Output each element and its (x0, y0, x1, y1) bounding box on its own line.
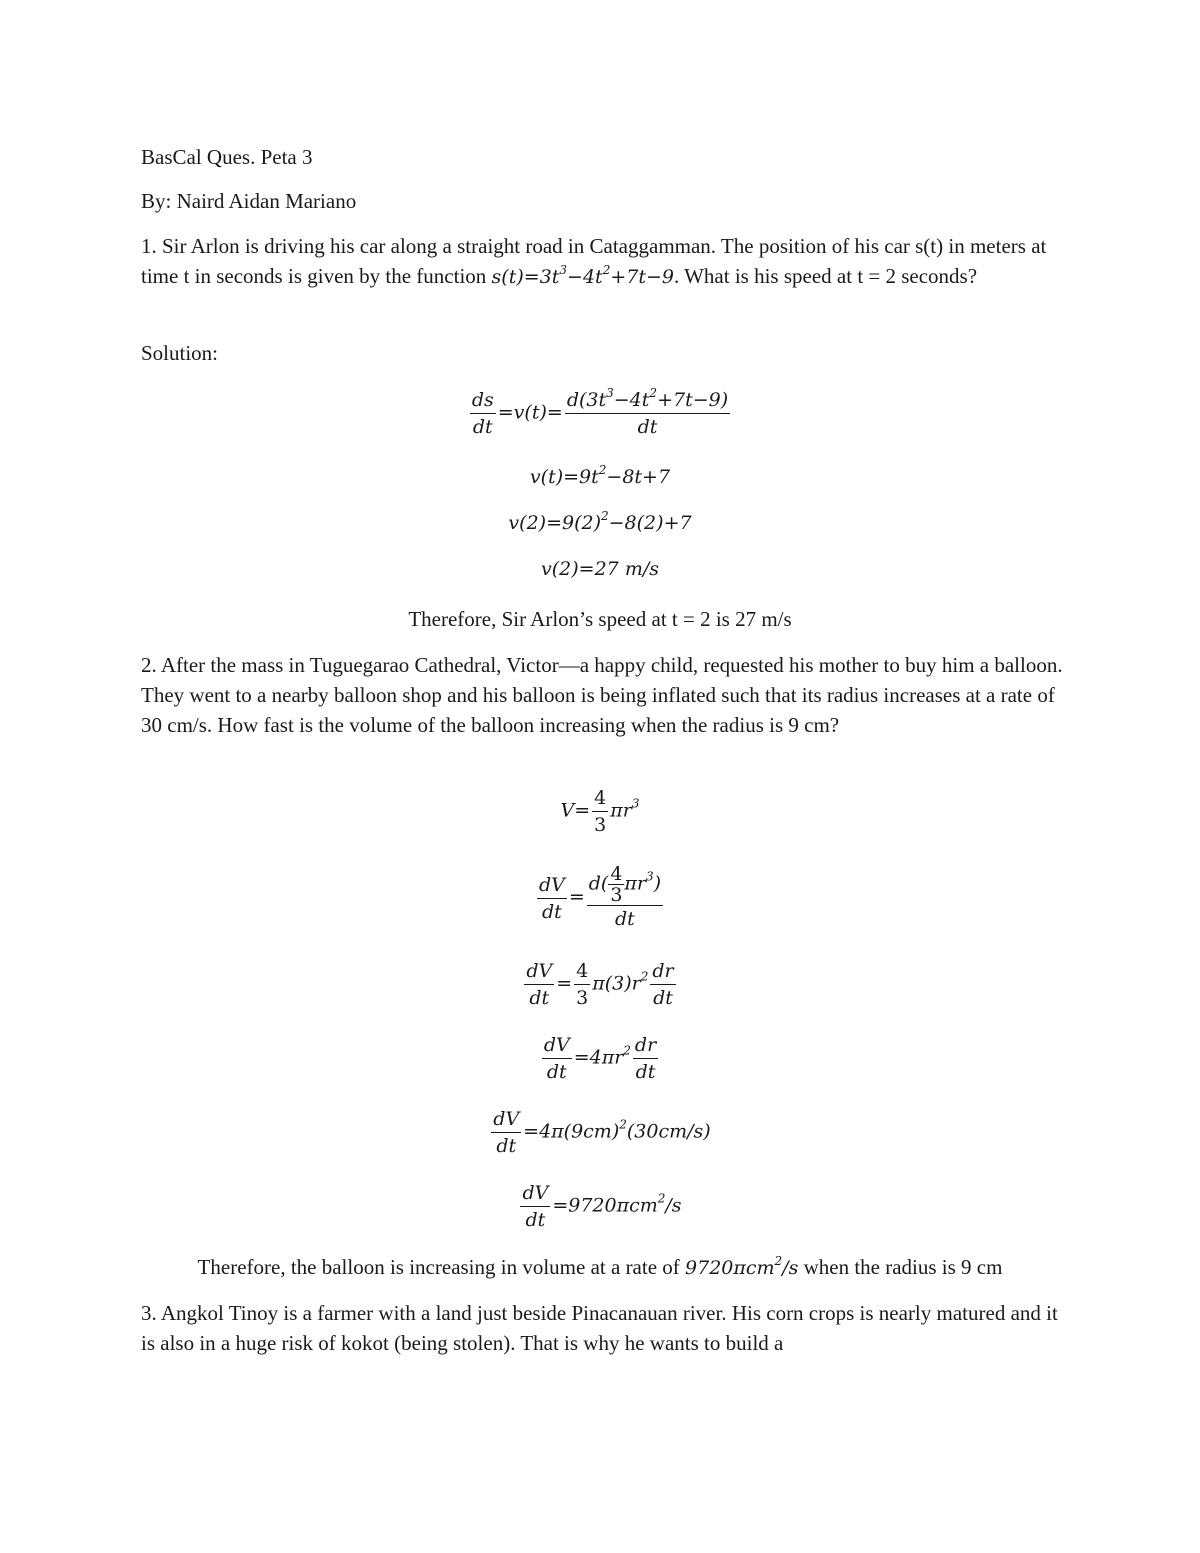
document-title: BasCal Ques. Peta 3 (141, 145, 313, 169)
equation-velocity-substituted: $v(2)=9(2)^2-8(2)+7$ (508, 509, 692, 534)
equation-velocity: $v(t)=9t^2-8t+7$ (529, 463, 671, 488)
question-2-conclusion: Therefore, the balloon is increasing in volume at a rate of 9720πcm$^2$/s when the radius is 9 cm (197, 1254, 1003, 1279)
equation-derivative-definition: $\frac{ds}{dt}$ =v(t)= $\frac{d(3t^3-4t^2+7t-9)}{dt}$ (471, 386, 729, 438)
equation-volume-derivative: $\frac{dV}{dt}$ = d( $\frac{4}{3}$ $\pi r^3$) dt (538, 863, 662, 930)
equation-sphere-volume: V= $\frac{4}{3}$ $\pi r^3$ (560, 787, 640, 836)
equation-simplified: $\frac{dV}{dt}$ $=4\pi r^2$ $\frac{dr}{dt}$ (543, 1034, 657, 1083)
author-line: By: Naird Aidan Mariano (141, 189, 357, 213)
equation-volume-rate-result: $\frac{dV}{dt}$ =9720πcm$^2$/s (522, 1182, 682, 1231)
equation-velocity-result: v(2)=27 m/s (541, 558, 659, 580)
question-1-text: 1. Sir Arlon is driving his car along a straight road in Cataggamman. The position of his car s(t) in meters at time t in seconds is given by the function $s(t)=3t^3-4t^2+7t-9$. What is his speed at t = 2 seconds? (141, 234, 1047, 288)
equation-chain-rule: $\frac{dV}{dt}$ = $\frac{4}{3}$ $\pi(3)r^2$ $\frac{dr}{dt}$ (526, 960, 674, 1009)
question-3-text: 3. Angkol Tinoy is a farmer with a land just beside Pinacanauan river. His corn crops is nearly matured and it is also in a huge risk of kokot (being stolen). That is why he wants to build a (141, 1301, 1058, 1355)
question-1-conclusion: Therefore, Sir Arlon’s speed at t = 2 is 27 m/s (408, 607, 792, 631)
question-2-text: 2. After the mass in Tuguegarao Cathedral, Victor—a happy child, requested his mother to buy him a balloon. They went to a nearby balloon shop and his balloon is being inflated such that its radius increases at a rate of 30 cm/s. How fast is the volume of the balloon increasing when the radius is 9 cm? (141, 653, 1063, 737)
solution-label: Solution: (141, 341, 219, 365)
position-function: $s(t)=3t^3-4t^2+7t-9$ (491, 263, 674, 288)
equation-substituted: $\frac{dV}{dt}$ $=4\pi(9cm)^2(30cm/s)$ (493, 1108, 711, 1157)
